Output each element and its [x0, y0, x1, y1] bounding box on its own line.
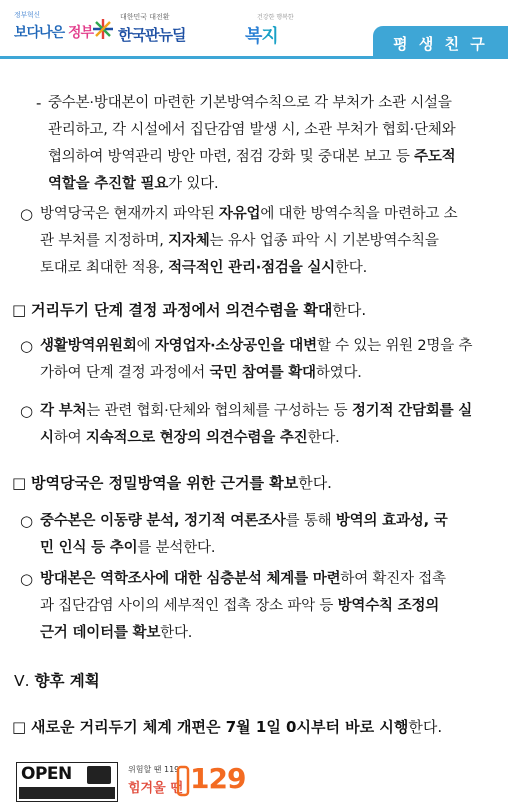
paragraph-6	[40, 566, 503, 647]
p2-l1-a: 방역당국은 현재까지 파악된	[40, 206, 219, 222]
open-license-badge	[16, 762, 118, 802]
p1-line1: 중수본·방대본이 마련한 기본방역수칙으로 각 부처가 소관 시설을	[48, 95, 452, 111]
p1-line3	[48, 144, 503, 171]
p3-line1	[40, 333, 503, 360]
p6-line2	[40, 593, 503, 620]
p2-l2-c: 는 유사 업종 파악 시 기본방역수칙을	[209, 233, 439, 249]
korean-new-deal-logo	[92, 12, 186, 48]
logo1-main-a: 보다나은	[14, 25, 68, 41]
logo1-small-text: 정부혁신	[14, 11, 40, 19]
paragraph-3	[40, 333, 503, 387]
p6-l2-a: 과 집단감염 사이의 세부적인 접촉 장소 파악 등	[40, 598, 338, 614]
p2-l2-b: 지자체	[168, 233, 210, 249]
p4-line1	[40, 398, 503, 425]
p1-line4-bold: 역할을 추진할 필요	[48, 176, 169, 192]
license-person-icon	[87, 766, 111, 784]
circle-bullet: ○	[20, 205, 34, 223]
p1-line3-text: 협의하여 방역관리 방안 마련, 점검 강화 및 중대본 보고 등	[48, 149, 415, 165]
square-bullet: □	[12, 301, 27, 319]
circle-bullet: ○	[20, 402, 34, 420]
h1-bold: 거리두기 단계 결정 과정에서 의견수렴을 확대	[30, 301, 333, 319]
p2-l3-a: 토대로 최대한 적용,	[40, 260, 169, 276]
square-bullet: □	[12, 474, 27, 492]
p3-line2	[40, 360, 503, 387]
p3-l2-b: 국민 참여를 확대	[209, 365, 316, 381]
page-header	[0, 0, 508, 58]
circle-bullet: ○	[20, 337, 34, 355]
section-heading-future-plan	[14, 668, 504, 695]
open-label: OPEN	[21, 764, 72, 784]
p6-l2-b: 방역수칙 조정의	[337, 598, 440, 614]
p4-l2-c: 지속적으로 현장의 의견수렴을 추진	[85, 430, 308, 446]
section-heading-4	[12, 714, 502, 741]
p2-line2	[40, 228, 503, 255]
h4-bold: 새로운 거리두기 체계 개편은 7월 1일 0시부터 바로 시행	[30, 718, 409, 736]
p3-l1-b: 에	[136, 338, 155, 354]
phone-icon	[176, 764, 190, 798]
p1-line3-bold: 주도적	[414, 149, 456, 165]
p2-line1	[40, 201, 503, 228]
p6-line1	[40, 566, 503, 593]
tab-label: 평 생 친 구	[393, 35, 488, 53]
page-footer	[0, 760, 508, 807]
logo1-main-b: 정부	[67, 25, 94, 41]
square-bullet: □	[12, 718, 27, 736]
dash-bullet: -	[36, 94, 42, 112]
section-heading-2	[12, 470, 502, 497]
p3-l1-d: 할 수 있는 위원 2명을 추	[316, 338, 473, 354]
logo3-main-text	[245, 22, 278, 48]
p6-l3-b: 한다.	[160, 625, 193, 641]
section-heading-1	[12, 297, 502, 324]
p3-l2-c: 하였다.	[315, 365, 362, 381]
p6-l1-a: 방대본은 역학조사에 대한 심층분석 체계를 마련	[40, 571, 341, 587]
circle-bullet: ○	[20, 570, 34, 588]
logo1-main-text	[14, 22, 93, 42]
p2-line3	[40, 255, 503, 282]
hotline-small-text: 위험할 땐 119	[128, 765, 180, 774]
license-strip	[19, 787, 115, 799]
h2-bold: 방역당국은 정밀방역을 위한 근거를 확보	[30, 474, 299, 492]
p4-l2-b: 하여	[53, 430, 86, 446]
paragraph-1	[48, 90, 503, 198]
h4-text: 한다.	[408, 718, 443, 736]
p6-l1-b: 하여 확진자 접촉	[340, 571, 446, 587]
hotline-label: 힘겨울 땐	[128, 781, 183, 796]
hotline-number: 129	[190, 762, 246, 795]
lifelong-friend-tab	[373, 26, 508, 58]
government-innovation-logo	[14, 10, 94, 50]
logo2-main-text: 한국판뉴딜	[118, 26, 186, 44]
h3-text: 향후 계획	[34, 672, 100, 690]
p5-l1-c: 방역의 효과성, 국	[335, 513, 448, 529]
roman-numeral: Ⅴ.	[14, 672, 30, 690]
logo3-small-text: 건강한 행복한	[257, 14, 294, 21]
p5-l1-b: 를 통해	[285, 513, 336, 529]
p5-line2	[40, 535, 503, 562]
paragraph-2	[40, 201, 503, 282]
h1-text: 한다.	[332, 301, 367, 319]
p3-l2-a: 가하여 단계 결정 과정에서	[40, 365, 210, 381]
p4-l1-c: 정기적 간담회를 실	[351, 403, 473, 419]
p2-l2-a: 관 부처를 지정하며,	[40, 233, 169, 249]
p6-line3	[40, 620, 503, 647]
p5-l2-a: 민 인식 등 추이	[40, 540, 138, 556]
p2-l3-b: 적극적인 관리·점검을 실시	[168, 260, 335, 276]
logo2-small-text: 대한민국 대전환	[120, 13, 170, 21]
p4-l1-b: 는 관련 협회·단체와 협의체를 구성하는 등	[86, 403, 352, 419]
logo3-main-a: 복	[245, 26, 262, 47]
p5-l2-b: 를 분석한다.	[137, 540, 216, 556]
paragraph-5	[40, 508, 503, 562]
suicide-hotline-banner	[120, 762, 246, 802]
p1-line4-text: 가 있다.	[168, 176, 219, 192]
p3-l1-c: 자영업자·소상공인을 대변	[154, 338, 317, 354]
p2-l1-b: 자유업	[218, 206, 261, 222]
p5-l1-a: 중수본은 이동량 분석, 정기적 여론조사	[40, 513, 286, 529]
p4-l1-a: 각 부처	[40, 403, 87, 419]
p2-l1-c: 에 대한 방역수칙을 마련하고 소	[260, 206, 458, 222]
p2-l3-c: 한다.	[334, 260, 368, 276]
circle-bullet: ○	[20, 512, 34, 530]
p1-line2: 관리하고, 각 시설에서 집단감염 발생 시, 소관 부처가 협회·단체와	[48, 122, 456, 138]
p4-l2-a: 시	[40, 430, 54, 446]
welfare-logo	[245, 12, 305, 48]
header-divider	[0, 56, 508, 59]
p4-line2	[40, 425, 503, 452]
h2-text: 한다.	[298, 474, 332, 492]
p5-line1	[40, 508, 503, 535]
p6-l3-a: 근거 데이터를 확보	[40, 625, 161, 641]
logo3-main-b: 지	[261, 26, 278, 47]
paragraph-4	[40, 398, 503, 452]
p3-l1-a: 생활방역위원회	[40, 338, 137, 354]
p1-line4	[48, 171, 503, 198]
p4-l2-d: 한다.	[307, 430, 340, 446]
new-deal-mark-icon	[92, 18, 114, 40]
